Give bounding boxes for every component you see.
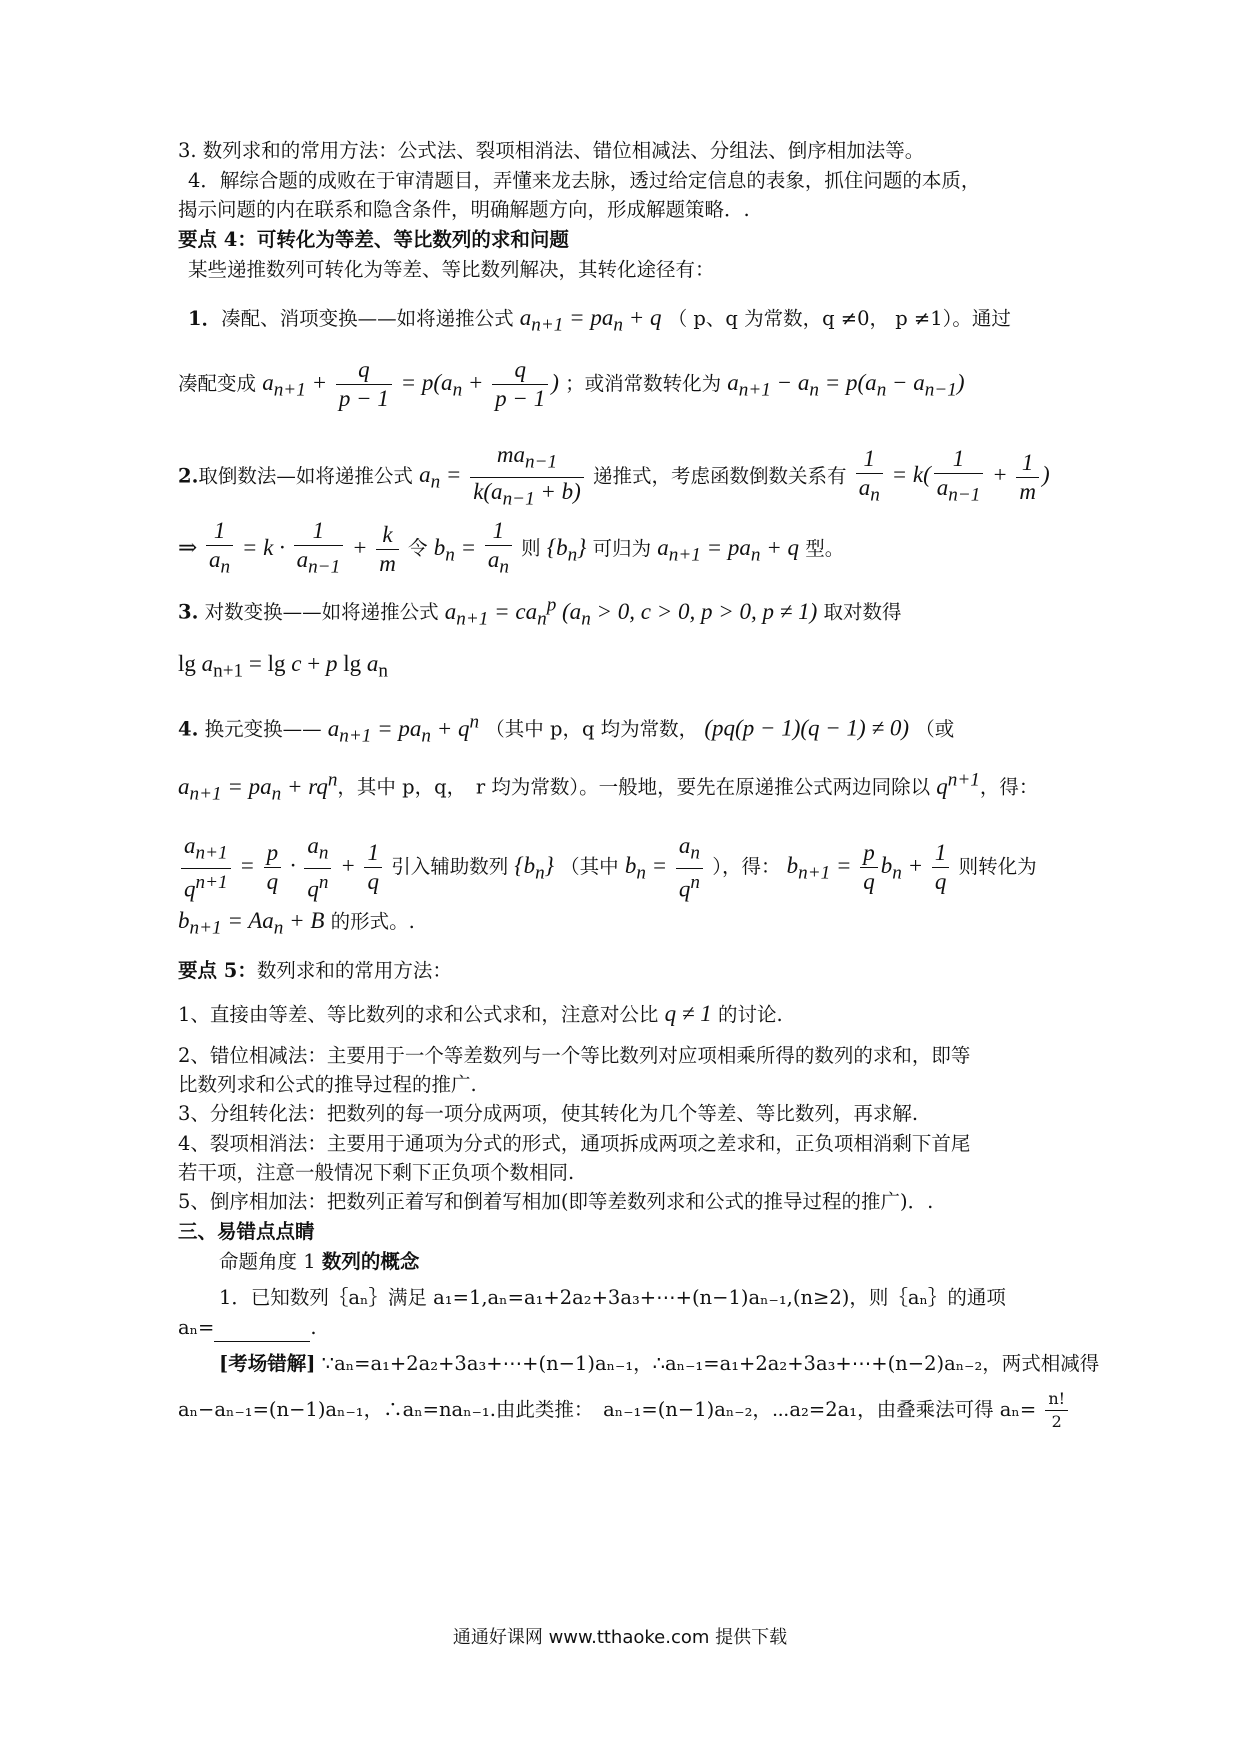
item-text: （其中 p，q 均为常数， xyxy=(485,717,699,741)
heading-label: 要点 5： xyxy=(178,959,257,982)
formula: $b_{n+1}$ = $\frac{p}{q}$ $b_n$ + $\frac{1}{q}$ xyxy=(787,853,953,878)
formula: $b_{n+1} = Aa_n + B$ xyxy=(178,908,325,939)
formula: $\lg a_{n+1} = \lg c + p$ $\lg a_n$ xyxy=(178,651,388,682)
text-line: 揭示问题的内在联系和隐含条件，明确解题方向，形成解题策略．. xyxy=(178,198,750,221)
text-line: 4、裂项相消法：主要用于通项为分式的形式，通项拆成两项之差求和，正负项相消剩下首尾 xyxy=(178,1132,971,1155)
formula: $a_{n+1} - a_n = p(a_n - a_{n-1})$ xyxy=(727,369,965,401)
page-footer: 通通好课网 www.tthaoke.com 提供下载 xyxy=(452,1627,788,1648)
item-text: 换元变换—— xyxy=(204,717,322,741)
formula: (pq(p − 1)(q − 1) ≠ 0) xyxy=(704,715,909,741)
solution-line-2 xyxy=(178,1388,1071,1433)
item-4-cont2 xyxy=(178,832,1037,903)
item-text: 则转化为 xyxy=(958,854,1037,878)
angle-label: 命题角度 1 xyxy=(219,1250,316,1273)
solution-text: aₙ−aₙ₋₁=(n−1)aₙ₋₁，∴aₙ=naₙ₋₁.由此类推： aₙ₋₁=(n−1)aₙ₋₂，⋯a₂=2a₁，由叠乘法可得 aₙ= xyxy=(178,1398,1037,1421)
item-1 xyxy=(188,304,1011,340)
formula: $a_n$ = $\frac{ma_{n-1}}{k(a_{n-1} + b)}$ xyxy=(419,462,587,487)
item-text: 取对数得 xyxy=(823,600,902,624)
item-text: 对数变换——如将递推公式 xyxy=(204,600,439,624)
item-text: 1、直接由等差、等比数列的求和公式求和，注意对公比 xyxy=(178,1003,659,1026)
formula: $\{b_n\}$ xyxy=(514,852,554,884)
text-line: 4．解综合题的成败在于审清题目，弄懂来龙去脉，透过给定信息的表象，抓住问题的本质， xyxy=(188,169,981,192)
answer-label: aₙ= xyxy=(178,1316,215,1339)
section-heading: 三、易错点点睛 xyxy=(178,1220,315,1243)
item-label: 2. xyxy=(178,464,199,488)
heading-text: 数列求和的常用方法： xyxy=(256,959,452,982)
item-text: （或 xyxy=(915,717,955,741)
fraction xyxy=(1045,1388,1068,1433)
item-label: 1． xyxy=(188,307,222,330)
fraction-den: 2 xyxy=(1051,1412,1062,1431)
section-heading: 要点 4：可转化为等差、等比数列的求和问题 xyxy=(178,228,569,251)
section-heading xyxy=(178,957,452,985)
method-1 xyxy=(178,1000,783,1029)
formula: $q^{n+1}$ xyxy=(936,769,980,799)
item-3-cont xyxy=(178,650,388,686)
solution-label: [考场错解] xyxy=(219,1352,316,1375)
solution-text: ∵aₙ=a₁+2a₂+3a₃+⋯+(n−1)aₙ₋₁，∴aₙ₋₁=a₁+2a₂+3a₃+⋯+(n−2)aₙ₋₂，两式相减得 xyxy=(321,1352,1100,1375)
item-text: （其中 xyxy=(560,854,619,878)
item-text: ；或消常数转化为 xyxy=(565,371,722,395)
item-text: 则 xyxy=(521,536,541,560)
text-line: 比数列求和公式的推导过程的推广. xyxy=(178,1073,477,1096)
angle-line xyxy=(219,1248,419,1276)
item-text: ），得： xyxy=(712,854,781,878)
answer-end: . xyxy=(310,1316,317,1339)
text-line: 2、错位相减法：主要用于一个等差数列与一个等比数列对应项相乘所得的数列的求和，即等 xyxy=(178,1044,971,1067)
item-4 xyxy=(178,708,954,750)
item-3 xyxy=(178,591,902,633)
text-line: 若干项，注意一般情况下剩下正负项个数相同. xyxy=(178,1161,575,1184)
formula: $a_{n+1} = pa_n + q$ xyxy=(519,305,662,336)
item-text: 凑配变成 xyxy=(178,371,257,395)
formula: $\{b_n\}$ xyxy=(546,534,587,566)
item-text: 的形式。. xyxy=(330,910,415,933)
formula: $a_{n+1} = pa_n + q^n$ xyxy=(327,711,480,747)
item-text: 取倒数法—如将递推公式 xyxy=(198,464,413,488)
question-1: 1．已知数列｛aₙ｝满足 a₁=1,aₙ=a₁+2a₂+3a₃+⋯+(n−1)aₙ₋₁,(n≥2)，则｛aₙ｝的通项 xyxy=(219,1286,1006,1309)
item-text: 递推式，考虑函数倒数关系有 xyxy=(593,464,847,488)
formula: $b_n$ = $\frac{1}{a_n}$ xyxy=(434,535,515,560)
text-line: 5、倒序相加法：把数列正着写和倒着写相加(即等差数列求和公式的推导过程的推广)．. xyxy=(178,1190,934,1213)
angle-title: 数列的概念 xyxy=(321,1250,420,1273)
item-text: 的讨论. xyxy=(717,1003,783,1026)
item-2-cont xyxy=(178,517,844,582)
item-condition: （ p、q 为常数，q ≠0， p ≠1）。通过 xyxy=(667,307,1011,330)
formula: $b_n$ = $\frac{a_n}{q^n}$ xyxy=(625,853,706,878)
item-label: 3. xyxy=(178,600,199,624)
formula: $a_{n+1}$ + $\frac{q}{p - 1}$ = $p(a_n$ + $\frac{q}{p - 1}$ ) xyxy=(262,357,559,411)
formula: q ≠ 1 xyxy=(664,1001,712,1026)
question-1-answer xyxy=(178,1314,317,1342)
item-label: 4. xyxy=(178,717,199,741)
item-text: 凑配、消项变换——如将递推公式 xyxy=(221,307,514,330)
text-line: 3. 数列求和的常用方法：公式法、裂项相消法、错位相减法、分组法、倒序相加法等。 xyxy=(178,139,925,162)
item-4-cont3 xyxy=(178,907,415,943)
item-text: ，其中 p，q， r 均为常数）。一般地，要先在原递推公式两边同除以 xyxy=(337,775,931,799)
formula: $\frac{1}{a_n}$ = k( $\frac{1}{a_{n-1}}$ + $\frac{1}{m}$ ) xyxy=(853,462,1050,487)
solution-line-1 xyxy=(219,1350,1099,1378)
formula: $\frac{a_{n+1}}{q^{n+1}}$ = $\frac{p}{q}$ · $\frac{a_n}{q^n}$ + $\frac{1}{q}$ xyxy=(178,853,385,878)
item-text: 令 xyxy=(408,536,428,560)
formula: $a_{n+1} = pa_n + rq^n$ xyxy=(178,769,338,805)
fraction-num: n! xyxy=(1045,1388,1068,1411)
text-line: 某些递推数列可转化为等差、等比数列解决，其转化途径有： xyxy=(188,258,715,281)
item-2 xyxy=(178,441,1050,513)
formula: $a_{n+1} = ca_n^p$ ($a_n > 0$, c > 0, p > 0, p ≠ 1) xyxy=(444,594,818,630)
formula: ⇒ $\frac{1}{a_n}$ = k · $\frac{1}{a_{n-1}}$ + $\frac{k}{m}$ xyxy=(178,535,402,560)
text-line: 3、分组转化法：把数列的每一项分成两项，使其转化为几个等差、等比数列，再求解. xyxy=(178,1102,919,1125)
item-4-cont xyxy=(178,766,1038,808)
item-text: 引入辅助数列 xyxy=(391,854,509,878)
item-1-cont xyxy=(178,356,965,413)
answer-blank xyxy=(214,1321,310,1342)
item-text: ，得： xyxy=(979,775,1039,799)
item-text: 可归为 $a_{n+1} = pa_n + q$ 型。 xyxy=(592,534,845,566)
